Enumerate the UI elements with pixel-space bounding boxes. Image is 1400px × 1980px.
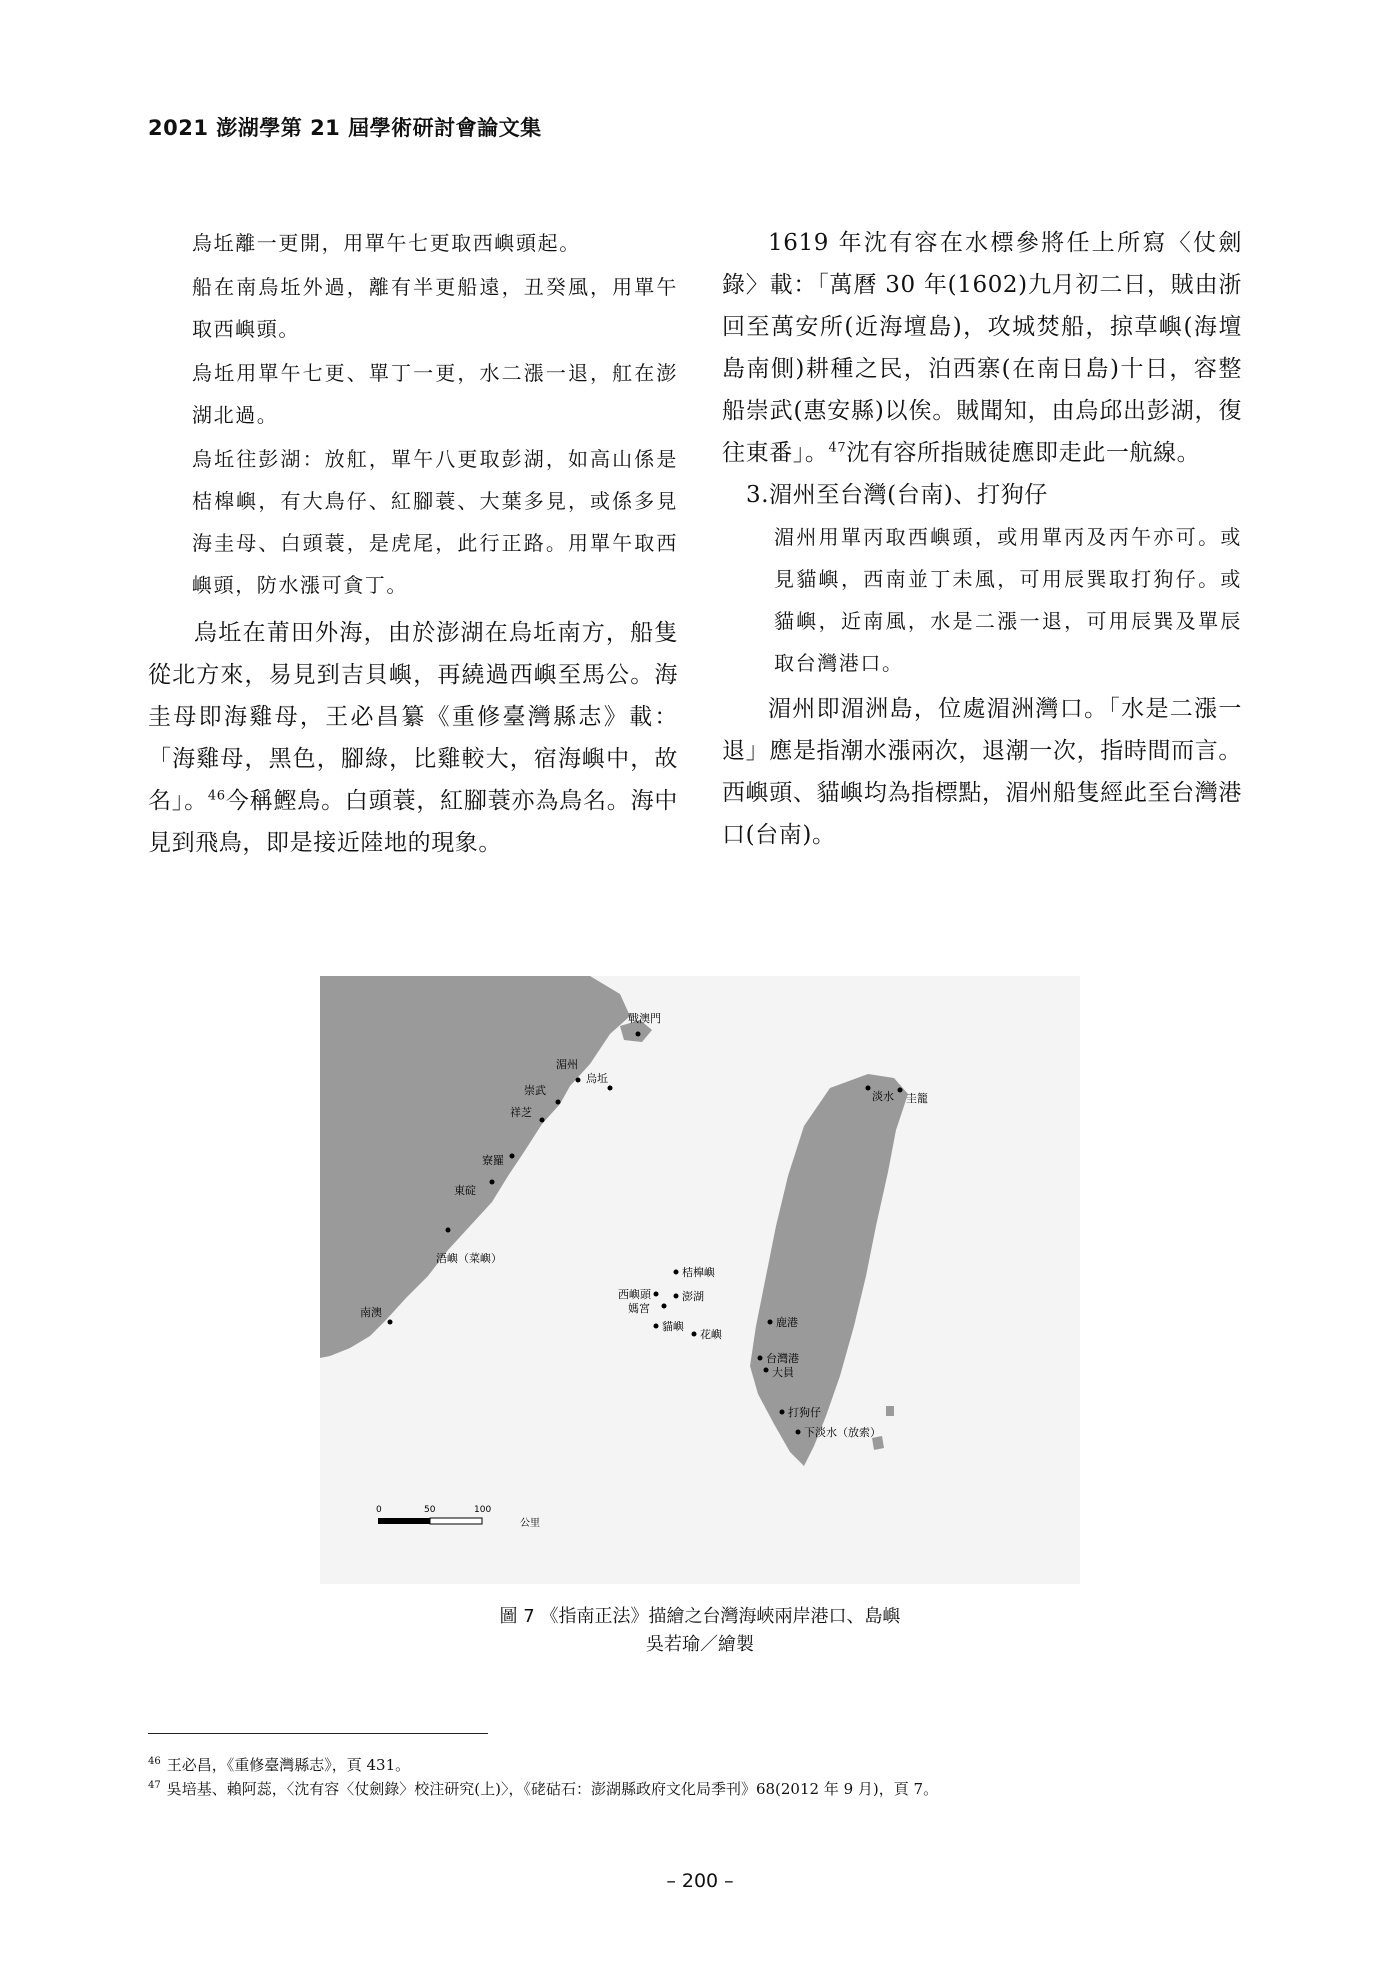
running-header: 2021 澎湖學第 21 屆學術研討會論文集 [148, 116, 542, 140]
map-point [608, 1086, 613, 1091]
footnote-text: 吳培基、賴阿蕊，〈沈有容〈仗劍錄〉校注研究(上)〉，《硓𥑮石：澎湖縣政府文化局季刊》68(2012 年 9 月)，頁 7。 [166, 1780, 939, 1798]
map-point [674, 1270, 679, 1275]
map-label: 南澳 [360, 1306, 382, 1319]
map-label: 貓嶼 [662, 1320, 684, 1333]
body-text-part: 烏坵在莆田外海，由於澎湖在烏坵南方，船隻從北方來，易見到吉貝嶼，再繞過西嶼至馬公。海圭母即海雞母，王必昌纂《重修臺灣縣志》載：「海雞母，黑色，腳綠，比雞較大，宿海嶼中，故名」。 [148, 620, 678, 814]
footnote [148, 1778, 938, 1800]
map-point [768, 1320, 773, 1325]
right-column [722, 222, 1242, 856]
strait-map [320, 976, 1080, 1584]
map-label: 打狗仔 [788, 1406, 821, 1419]
map-point [866, 1086, 871, 1091]
map-point [540, 1118, 545, 1123]
map-label: 東碇 [454, 1184, 476, 1197]
left-column [148, 222, 678, 864]
quote-line: 湄州用單丙取西嶼頭，或用單丙及丙午亦可。或見貓嶼，西南並丁未風，可用辰巽取打狗仔。或貓嶼，近南風，水是二漲一退，可用辰巽及單辰取台灣港口。 [774, 525, 1242, 675]
footnote-ref[interactable]: 46 [207, 788, 226, 804]
map-point [576, 1078, 581, 1083]
map-label: 台灣港 [766, 1352, 799, 1365]
scale-tick-label: 100 [474, 1505, 492, 1515]
quote-line: 船在南烏坵外過，離有半更船遠，丑癸風，用單午取西嶼頭。 [192, 275, 678, 341]
map-point [780, 1410, 785, 1415]
footnote-ref[interactable]: 47 [828, 440, 847, 456]
map-point [490, 1180, 495, 1185]
map-point [446, 1228, 451, 1233]
map-label: 西嶼頭 [618, 1288, 651, 1301]
map-point [654, 1324, 659, 1329]
section-subheading: 3.湄州至台灣(台南)、打狗仔 [746, 482, 1048, 508]
quote-line: 烏坵往彭湖：放舡，單午八更取彭湖，如高山係是桔槹嶼，有大鳥仔、紅腳蓑、大葉多見，或係多見海圭母、白頭蓑，是虎尾，此行正路。用單午取西嶼頭，防水漲可貪丁。 [192, 447, 678, 597]
body-text-part: 今稱鰹鳥。白頭蓑，紅腳蓑亦為鳥名。海中見到飛鳥，即是接近陸地的現象。 [148, 788, 678, 856]
map-label: 媽宮 [628, 1302, 650, 1315]
map-label: 圭籠 [906, 1092, 928, 1105]
scale-tick-label: 0 [376, 1505, 382, 1515]
quote-line: 烏坵用單午七更、單丁一更，水二漲一退，舡在澎湖北過。 [192, 361, 678, 427]
left-quote-block [192, 222, 678, 606]
body-text-part: 1619 年沈有容在水標參將任上所寫〈仗劍錄〉載：「萬曆 30 年(1602)九月初二日，賊由浙回至萬安所(近海壇島)，攻城焚船，掠草嶼(海壇島南側)耕種之民，泊西寨(在南日島)十日，容整船崇武(惠安縣)以俟。賊聞知，由烏邱出彭湖，復往東番」。 [722, 230, 1242, 466]
map-label: 烏坵 [586, 1072, 608, 1085]
map-label: 淡水 [872, 1090, 894, 1103]
map-label: 大員 [772, 1366, 794, 1379]
map-point [654, 1292, 659, 1297]
map-point [898, 1088, 903, 1093]
body-paragraph: 湄州即湄洲島，位處湄洲灣口。「水是二漲一退」應是指潮水漲兩次，退潮一次，指時間而言。西嶼頭、貓嶼均為指標點，湄州船隻經此至台灣港口(台南)。 [722, 696, 1242, 848]
map-point [758, 1356, 763, 1361]
map-point [510, 1154, 515, 1159]
map-point [692, 1332, 697, 1337]
body-paragraph [148, 612, 678, 864]
map-label: 下淡水（放索） [804, 1426, 881, 1439]
map-point [388, 1320, 393, 1325]
map-point [674, 1294, 679, 1299]
island-shape [886, 1406, 894, 1416]
scale-tick-label: 50 [424, 1505, 436, 1515]
map-label: 戰澳門 [628, 1012, 661, 1025]
quote-line: 烏坵離一更開，用單午七更取西嶼頭起。 [192, 231, 581, 255]
body-text-part: 沈有容所指賊徒應即走此一航線。 [846, 440, 1201, 466]
map-label: 花嶼 [700, 1328, 722, 1341]
map-point [662, 1304, 667, 1309]
map-label: 祥芝 [510, 1106, 532, 1119]
map-label: 湄州 [556, 1058, 578, 1071]
map-point [556, 1100, 561, 1105]
figure-credit: 吳若瑜／繪製 [646, 1634, 754, 1655]
map-label: 寮羅 [482, 1154, 504, 1167]
footnote-number: 47 [148, 1780, 161, 1791]
map-label: 桔槹嶼 [682, 1266, 715, 1279]
footnote [148, 1754, 410, 1776]
scale-unit: 公里 [520, 1518, 540, 1529]
figure-caption: 圖 7 《指南正法》描繪之台灣海峽兩岸港口、島嶼 [499, 1606, 901, 1627]
map-label: 澎湖 [682, 1290, 704, 1303]
footnote-number: 46 [148, 1756, 161, 1767]
map-point [764, 1368, 769, 1373]
map-point [796, 1430, 801, 1435]
body-paragraph [722, 222, 1242, 474]
footnote-text: 王必昌，《重修臺灣縣志》，頁 431。 [166, 1756, 411, 1774]
map-point [636, 1032, 641, 1037]
map-label: 鹿港 [776, 1316, 798, 1329]
map-label: 崇武 [524, 1084, 546, 1097]
map-label: 浯嶼（菜嶼） [436, 1252, 502, 1265]
right-quote-block [774, 516, 1242, 684]
footnote-divider [148, 1733, 488, 1734]
page-number: – 200 – [666, 1870, 734, 1892]
